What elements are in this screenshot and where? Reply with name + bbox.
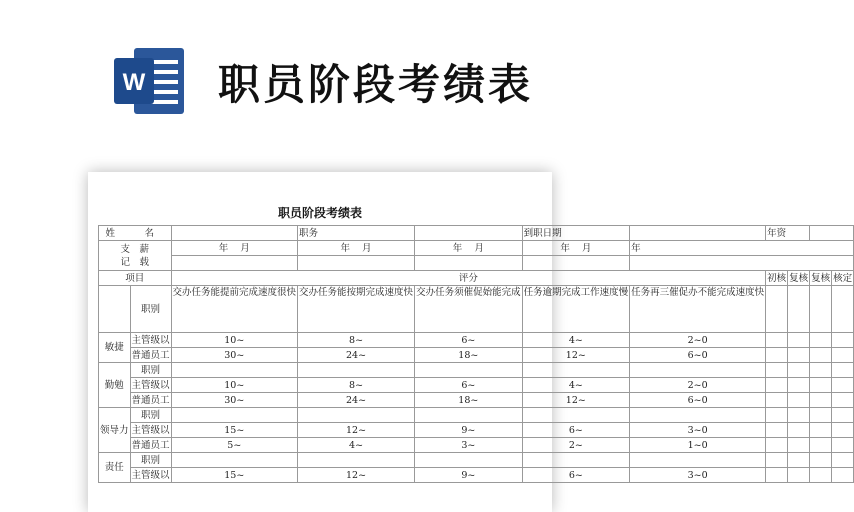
rank-label: 职别 xyxy=(130,408,171,423)
section-rank-row xyxy=(99,363,854,378)
review-cell xyxy=(832,423,854,438)
rank-label: 职别 xyxy=(130,363,171,378)
review-cell xyxy=(788,453,810,468)
score-cell: 12~ xyxy=(522,393,630,408)
month-label: 月 xyxy=(240,242,250,254)
review-cell xyxy=(788,333,810,348)
salary-note xyxy=(415,256,523,271)
banner xyxy=(0,0,640,170)
review-cell xyxy=(766,378,788,393)
review-cell xyxy=(832,438,854,453)
score-cell xyxy=(171,453,298,468)
review-cell xyxy=(766,408,788,423)
row-label: 主管级以 xyxy=(131,334,170,346)
score-cell xyxy=(298,363,415,378)
score-cell: 1~0 xyxy=(630,438,766,453)
review-cell xyxy=(810,378,832,393)
review-cell xyxy=(832,453,854,468)
salary-date-4 xyxy=(522,241,630,256)
year-label: 年 xyxy=(631,242,641,254)
review-cell xyxy=(810,348,832,363)
score-cell xyxy=(171,363,298,378)
score-cell: 6~ xyxy=(522,468,630,483)
seniority-label: 年资 xyxy=(766,226,810,241)
appraisal-table xyxy=(98,225,854,483)
word-document-icon xyxy=(112,46,188,116)
section-name: 敏捷 xyxy=(99,333,131,363)
salary-row-2 xyxy=(99,256,854,271)
month-label: 月 xyxy=(581,242,592,254)
score-cell: 8~ xyxy=(298,378,415,393)
section-name: 责任 xyxy=(99,453,131,483)
score-row xyxy=(99,393,854,408)
year-label: 年 xyxy=(340,242,351,254)
review-cell xyxy=(766,363,788,378)
review-cell xyxy=(832,393,854,408)
item-label: 项目 xyxy=(99,271,172,286)
position-label: 职务 xyxy=(298,226,415,241)
score-cell: 6~0 xyxy=(630,348,766,363)
review-cell xyxy=(810,453,832,468)
criterion-2: 交办任务须催促始能完成 xyxy=(415,286,523,333)
year-label: 年 xyxy=(218,242,229,254)
review-cell xyxy=(766,348,788,363)
word-icon-letter: W xyxy=(122,69,146,96)
score-cell: 12~ xyxy=(298,423,415,438)
score-cell: 30~ xyxy=(171,393,298,408)
join-date-label: 到职日期 xyxy=(522,226,630,241)
review-cell xyxy=(832,333,854,348)
salary-label: 支 薪 记 载 xyxy=(99,241,172,271)
row-label: 主管级以 xyxy=(131,379,170,391)
score-cell xyxy=(171,408,298,423)
score-cell: 10~ xyxy=(171,378,298,393)
review-cell xyxy=(788,393,810,408)
score-cell: 8~ xyxy=(298,333,415,348)
section-name: 领导力 xyxy=(99,408,131,453)
score-cell xyxy=(522,408,630,423)
review-cell xyxy=(810,408,832,423)
score-row xyxy=(99,378,854,393)
row-label: 普通员工 xyxy=(131,349,170,361)
review-cell xyxy=(766,333,788,348)
review-cell xyxy=(810,363,832,378)
score-cell: 15~ xyxy=(171,468,298,483)
name-value xyxy=(171,226,298,241)
salary-note xyxy=(298,256,415,271)
header-row xyxy=(99,271,854,286)
review-cell xyxy=(788,378,810,393)
review-cell xyxy=(810,468,832,483)
criteria-row xyxy=(99,286,854,333)
score-cell xyxy=(298,453,415,468)
review-cell xyxy=(832,348,854,363)
review-cell xyxy=(766,453,788,468)
info-row xyxy=(99,226,854,241)
score-cell: 6~0 xyxy=(630,393,766,408)
review-cell xyxy=(788,348,810,363)
rank-label: 职别 xyxy=(130,453,171,468)
score-label: 评分 xyxy=(171,271,766,286)
review-cell xyxy=(810,438,832,453)
score-cell xyxy=(415,453,523,468)
salary-note xyxy=(630,256,854,271)
score-cell xyxy=(522,363,630,378)
review-cell xyxy=(788,468,810,483)
review-cell xyxy=(788,286,810,333)
section-rank-row xyxy=(99,408,854,423)
review-cell xyxy=(832,378,854,393)
rank-label: 职别 xyxy=(130,286,171,333)
year-label: 年 xyxy=(452,242,463,254)
document-page xyxy=(88,172,853,512)
criterion-0: 交办任务能提前完成速度很快 xyxy=(171,286,298,333)
score-cell xyxy=(415,363,523,378)
score-cell: 18~ xyxy=(415,348,523,363)
score-cell xyxy=(298,408,415,423)
row-label: 普通员工 xyxy=(131,439,170,451)
score-cell: 3~0 xyxy=(630,423,766,438)
review-cell xyxy=(832,363,854,378)
salary-date-5 xyxy=(630,241,854,256)
review-cell xyxy=(832,468,854,483)
row-label: 主管级以 xyxy=(131,469,170,481)
score-cell: 4~ xyxy=(522,378,630,393)
score-cell xyxy=(415,408,523,423)
score-row xyxy=(99,348,854,363)
score-cell: 6~ xyxy=(415,333,523,348)
score-cell: 15~ xyxy=(171,423,298,438)
review-cell xyxy=(788,408,810,423)
join-date-value xyxy=(630,226,766,241)
section-name: 勤勉 xyxy=(99,363,131,408)
review-col-2: 复核 xyxy=(811,272,831,284)
score-cell: 9~ xyxy=(415,468,523,483)
score-cell: 3~ xyxy=(415,438,523,453)
review-cell xyxy=(788,438,810,453)
score-cell: 9~ xyxy=(415,423,523,438)
score-cell: 2~0 xyxy=(630,333,766,348)
position-value xyxy=(415,226,523,241)
score-cell: 6~ xyxy=(415,378,523,393)
salary-note xyxy=(522,256,630,271)
review-cell xyxy=(766,423,788,438)
review-cell xyxy=(810,333,832,348)
seniority-value xyxy=(810,226,854,241)
criterion-3: 任务逾期完成工作速度慢 xyxy=(522,286,630,333)
score-cell: 10~ xyxy=(171,333,298,348)
review-cell xyxy=(788,423,810,438)
score-cell: 30~ xyxy=(171,348,298,363)
review-cell xyxy=(832,286,854,333)
row-label: 普通员工 xyxy=(131,394,170,406)
score-cell: 24~ xyxy=(298,393,415,408)
score-cell: 12~ xyxy=(298,468,415,483)
score-cell: 3~0 xyxy=(630,468,766,483)
review-col-1: 复核 xyxy=(789,272,809,284)
review-cell xyxy=(832,408,854,423)
salary-date-1 xyxy=(171,241,298,256)
score-cell: 4~ xyxy=(522,333,630,348)
review-cell xyxy=(766,286,788,333)
criteria-spacer xyxy=(99,286,131,333)
name-label: 姓 名 xyxy=(99,226,172,241)
section-rank-row xyxy=(99,453,854,468)
criterion-4: 任务再三催促办不能完成速度快 xyxy=(630,286,766,333)
review-col-3: 核定 xyxy=(833,272,853,284)
score-cell: 5~ xyxy=(171,438,298,453)
score-cell: 6~ xyxy=(522,423,630,438)
salary-date-2 xyxy=(298,241,415,256)
review-cell xyxy=(788,363,810,378)
review-col-0: 初核 xyxy=(767,272,787,284)
score-cell: 2~0 xyxy=(630,378,766,393)
score-cell xyxy=(630,408,766,423)
year-label: 年 xyxy=(560,242,570,254)
salary-row xyxy=(99,241,854,256)
review-cell xyxy=(810,393,832,408)
score-cell xyxy=(630,453,766,468)
score-cell xyxy=(630,363,766,378)
score-cell: 18~ xyxy=(415,393,523,408)
review-cell xyxy=(766,468,788,483)
document-title: 职员阶段考绩表 xyxy=(277,206,362,220)
salary-date-3 xyxy=(415,241,523,256)
score-row xyxy=(99,423,854,438)
score-row xyxy=(99,468,854,483)
score-row xyxy=(99,438,854,453)
review-cell xyxy=(810,286,832,333)
score-cell xyxy=(522,453,630,468)
score-cell: 12~ xyxy=(522,348,630,363)
review-cell xyxy=(810,423,832,438)
review-cell xyxy=(766,438,788,453)
salary-note xyxy=(171,256,298,271)
score-row xyxy=(99,333,854,348)
score-cell: 24~ xyxy=(298,348,415,363)
row-label: 主管级以 xyxy=(131,424,170,436)
score-cell: 4~ xyxy=(298,438,415,453)
score-cell: 2~ xyxy=(522,438,630,453)
banner-title: 职员阶段考绩表 xyxy=(218,60,534,109)
month-label: 月 xyxy=(362,242,372,254)
month-label: 月 xyxy=(474,242,484,254)
review-cell xyxy=(766,393,788,408)
criterion-1: 交办任务能按期完成速度快 xyxy=(298,286,415,333)
